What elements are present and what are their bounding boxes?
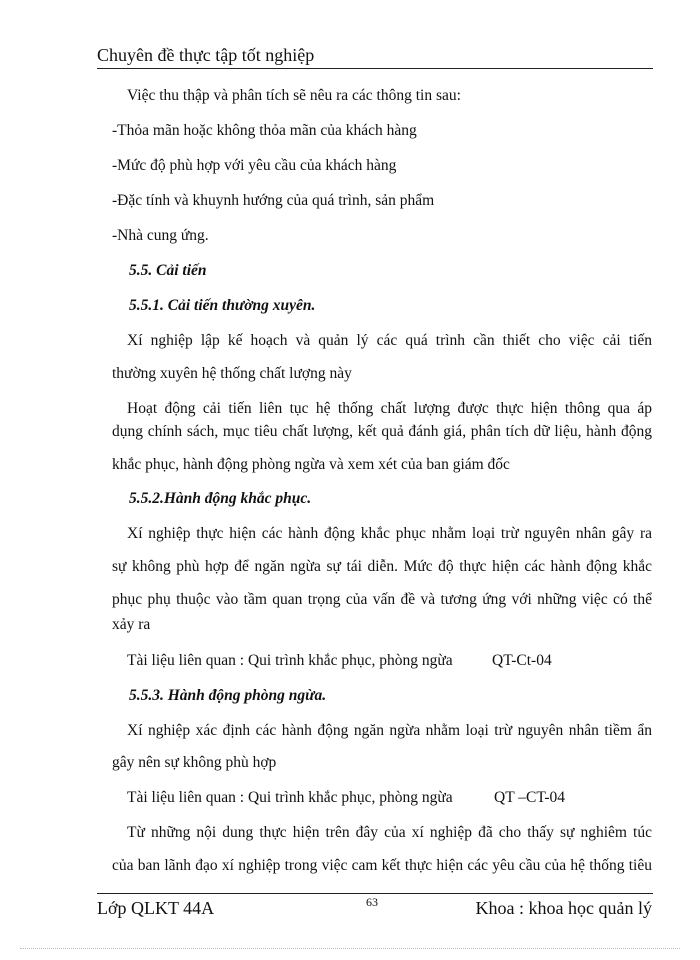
paragraph-2-line-2: dụng chính sách, mục tiêu chất lượng, kết quả đánh giá, phân tích dữ liệu, hành động [112, 423, 652, 440]
footer-class-label: Lớp QLKT 44A [97, 898, 215, 918]
header-title: Chuyên đề thực tập tốt nghiệp [97, 45, 315, 65]
paragraph-2-line-1: Hoạt động cải tiến liên tục hệ thống chất lượng được thực hiện thông qua áp [127, 400, 652, 417]
related-document-1-code: QT-Ct-04 [492, 652, 552, 669]
bullet-4: -Nhà cung ứng. [112, 227, 209, 244]
paragraph-3-line-1: Xí nghiệp thực hiện các hành động khắc phục nhằm loại trừ nguyên nhân gây ra [127, 525, 652, 542]
paragraph-3-line-4: xảy ra [112, 616, 151, 633]
related-document-2-label: Tài liệu liên quan : Qui trình khắc phục, phòng ngừa [127, 789, 453, 806]
paragraph-1-line-1: Xí nghiệp lập kế hoạch và quản lý các quá trình cần thiết cho việc cải tiến [127, 332, 652, 349]
section-heading-5-5-1: 5.5.1. Cải tiến thường xuyên. [129, 297, 316, 314]
header-rule [97, 68, 653, 69]
section-heading-5-5-3: 5.5.3. Hành động phòng ngừa. [129, 687, 327, 704]
paragraph-3-line-2: sự không phù hợp để ngăn ngừa sự tái diễn. Mức độ thực hiện các hành động khắc [112, 558, 652, 575]
page-number: 63 [366, 895, 378, 909]
related-document-2-code: QT –CT-04 [494, 789, 566, 806]
intro-text: Việc thu thập và phân tích sẽ nêu ra các thông tin sau: [127, 87, 461, 104]
bullet-1: -Thỏa mãn hoặc không thỏa mãn của khách hàng [112, 122, 417, 139]
section-heading-5-5: 5.5. Cải tiến [129, 262, 207, 279]
bullet-3: -Đặc tính và khuynh hướng của quá trình, sản phẩm [112, 192, 435, 209]
footer-faculty-label: Khoa : khoa học quản lý [475, 898, 652, 918]
paragraph-3-line-3: phục phụ thuộc vào tầm quan trọng của vấn đề và tương ứng với những việc có thể [112, 591, 652, 608]
paragraph-4-line-1: Xí nghiệp xác định các hành động ngăn ngừa nhằm loại trừ nguyên nhân tiềm ẩn [127, 722, 652, 739]
section-heading-5-5-2: 5.5.2.Hành động khắc phục. [129, 490, 312, 507]
paragraph-5-line-1: Từ những nội dung thực hiện trên đây của xí nghiệp đã cho thấy sự nghiêm túc [127, 824, 652, 841]
bullet-2: -Mức độ phù hợp với yêu cầu của khách hàng [112, 157, 397, 174]
paragraph-4-line-2: gây nên sự không phù hợp [112, 754, 277, 771]
page-bottom-dotted-edge [20, 948, 680, 949]
footer-rule [97, 893, 653, 894]
related-document-1-label: Tài liệu liên quan : Qui trình khắc phục, phòng ngừa [127, 652, 453, 669]
paragraph-2-line-3: khắc phục, hành động phòng ngừa và xem xét của ban giám đốc [112, 456, 510, 473]
paragraph-1-line-2: thường xuyên hệ thống chất lượng này [112, 365, 352, 382]
paragraph-5-line-2: của ban lãnh đạo xí nghiệp trong việc cam kết thực hiện các yêu cầu của hệ thống tiêu [112, 857, 652, 874]
